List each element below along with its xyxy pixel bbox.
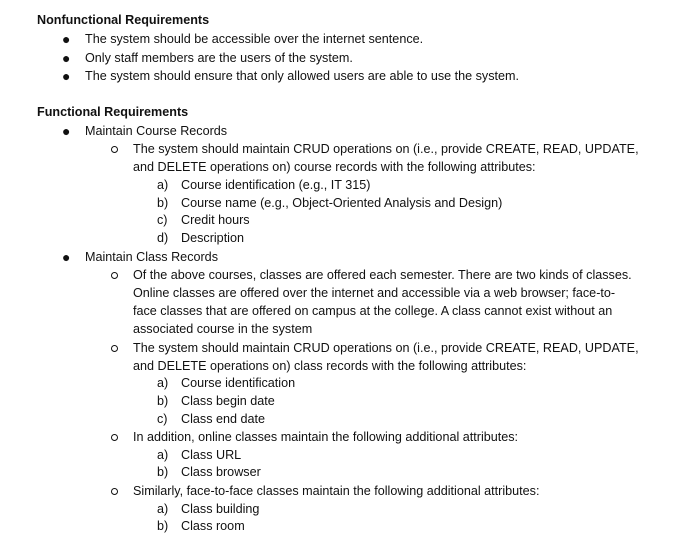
list-label: b) — [157, 465, 169, 479]
bullet-icon: ● — [62, 123, 71, 139]
class-overview-line-1: Of the above courses, classes are offered each semester. There are two kinds of classes. — [133, 268, 632, 282]
bullet-icon: ● — [62, 249, 71, 265]
circle-bullet-icon — [111, 488, 118, 495]
nonfunctional-item-3: The system should ensure that only allowed users are able to use the system. — [85, 69, 520, 83]
class-overview-line-3: face classes that are offered on campus at the college. A class cannot exist without an — [133, 304, 613, 318]
bullet-icon: ● — [62, 31, 71, 47]
list-label: c) — [157, 412, 168, 426]
f2f-attr: Class room — [181, 519, 245, 533]
course-desc-line-1: The system should maintain CRUD operations on (i.e., provide CREATE, READ, UPDATE, — [133, 142, 639, 156]
list-label: a) — [157, 178, 169, 192]
list-label: d) — [157, 231, 169, 245]
circle-bullet-icon — [111, 434, 118, 441]
course-attr: Course name (e.g., Object-Oriented Analysis and Design) — [181, 196, 503, 210]
class-crud-line-2: and DELETE operations on) class records with the following attributes: — [133, 359, 527, 373]
nonfunctional-item-1: The system should be accessible over the internet sentence. — [85, 32, 424, 46]
circle-bullet-icon — [111, 272, 118, 279]
online-attr: Class URL — [181, 448, 242, 462]
list-label: b) — [157, 519, 169, 533]
circle-bullet-icon — [111, 345, 118, 352]
f2f-classes-text: Similarly, face-to-face classes maintain the following additional attributes: — [133, 484, 540, 498]
circle-bullet-icon — [111, 146, 118, 153]
course-attr: Description — [181, 231, 244, 245]
nonfunctional-heading: Nonfunctional Requirements — [37, 13, 210, 27]
course-records-title: Maintain Course Records — [85, 124, 228, 138]
nonfunctional-item-2: Only staff members are the users of the system. — [85, 51, 353, 65]
list-label: a) — [157, 502, 169, 516]
class-records-title: Maintain Class Records — [85, 250, 218, 264]
functional-heading: Functional Requirements — [37, 105, 189, 119]
list-label: a) — [157, 448, 169, 462]
bullet-icon: ● — [62, 50, 71, 66]
online-attr: Class browser — [181, 465, 261, 479]
class-attr: Class end date — [181, 412, 266, 426]
list-label: b) — [157, 394, 169, 408]
online-classes-text: In addition, online classes maintain the following additional attributes: — [133, 430, 519, 444]
class-overview-line-2: Online classes are offered over the internet and accessible via a web browser; face-to- — [133, 286, 616, 300]
class-attr: Course identification — [181, 376, 296, 390]
list-label: a) — [157, 376, 169, 390]
f2f-attr: Class building — [181, 502, 260, 516]
course-attr: Course identification (e.g., IT 315) — [181, 178, 371, 192]
course-desc-line-2: and DELETE operations on) course records with the following attributes: — [133, 160, 536, 174]
bullet-icon: ● — [62, 68, 71, 84]
class-overview-line-4: associated course in the system — [133, 322, 313, 336]
list-label: b) — [157, 196, 169, 210]
list-label: c) — [157, 213, 168, 227]
class-crud-line-1: The system should maintain CRUD operations on (i.e., provide CREATE, READ, UPDATE, — [133, 341, 639, 355]
course-attr: Credit hours — [181, 213, 250, 227]
class-attr: Class begin date — [181, 394, 275, 408]
